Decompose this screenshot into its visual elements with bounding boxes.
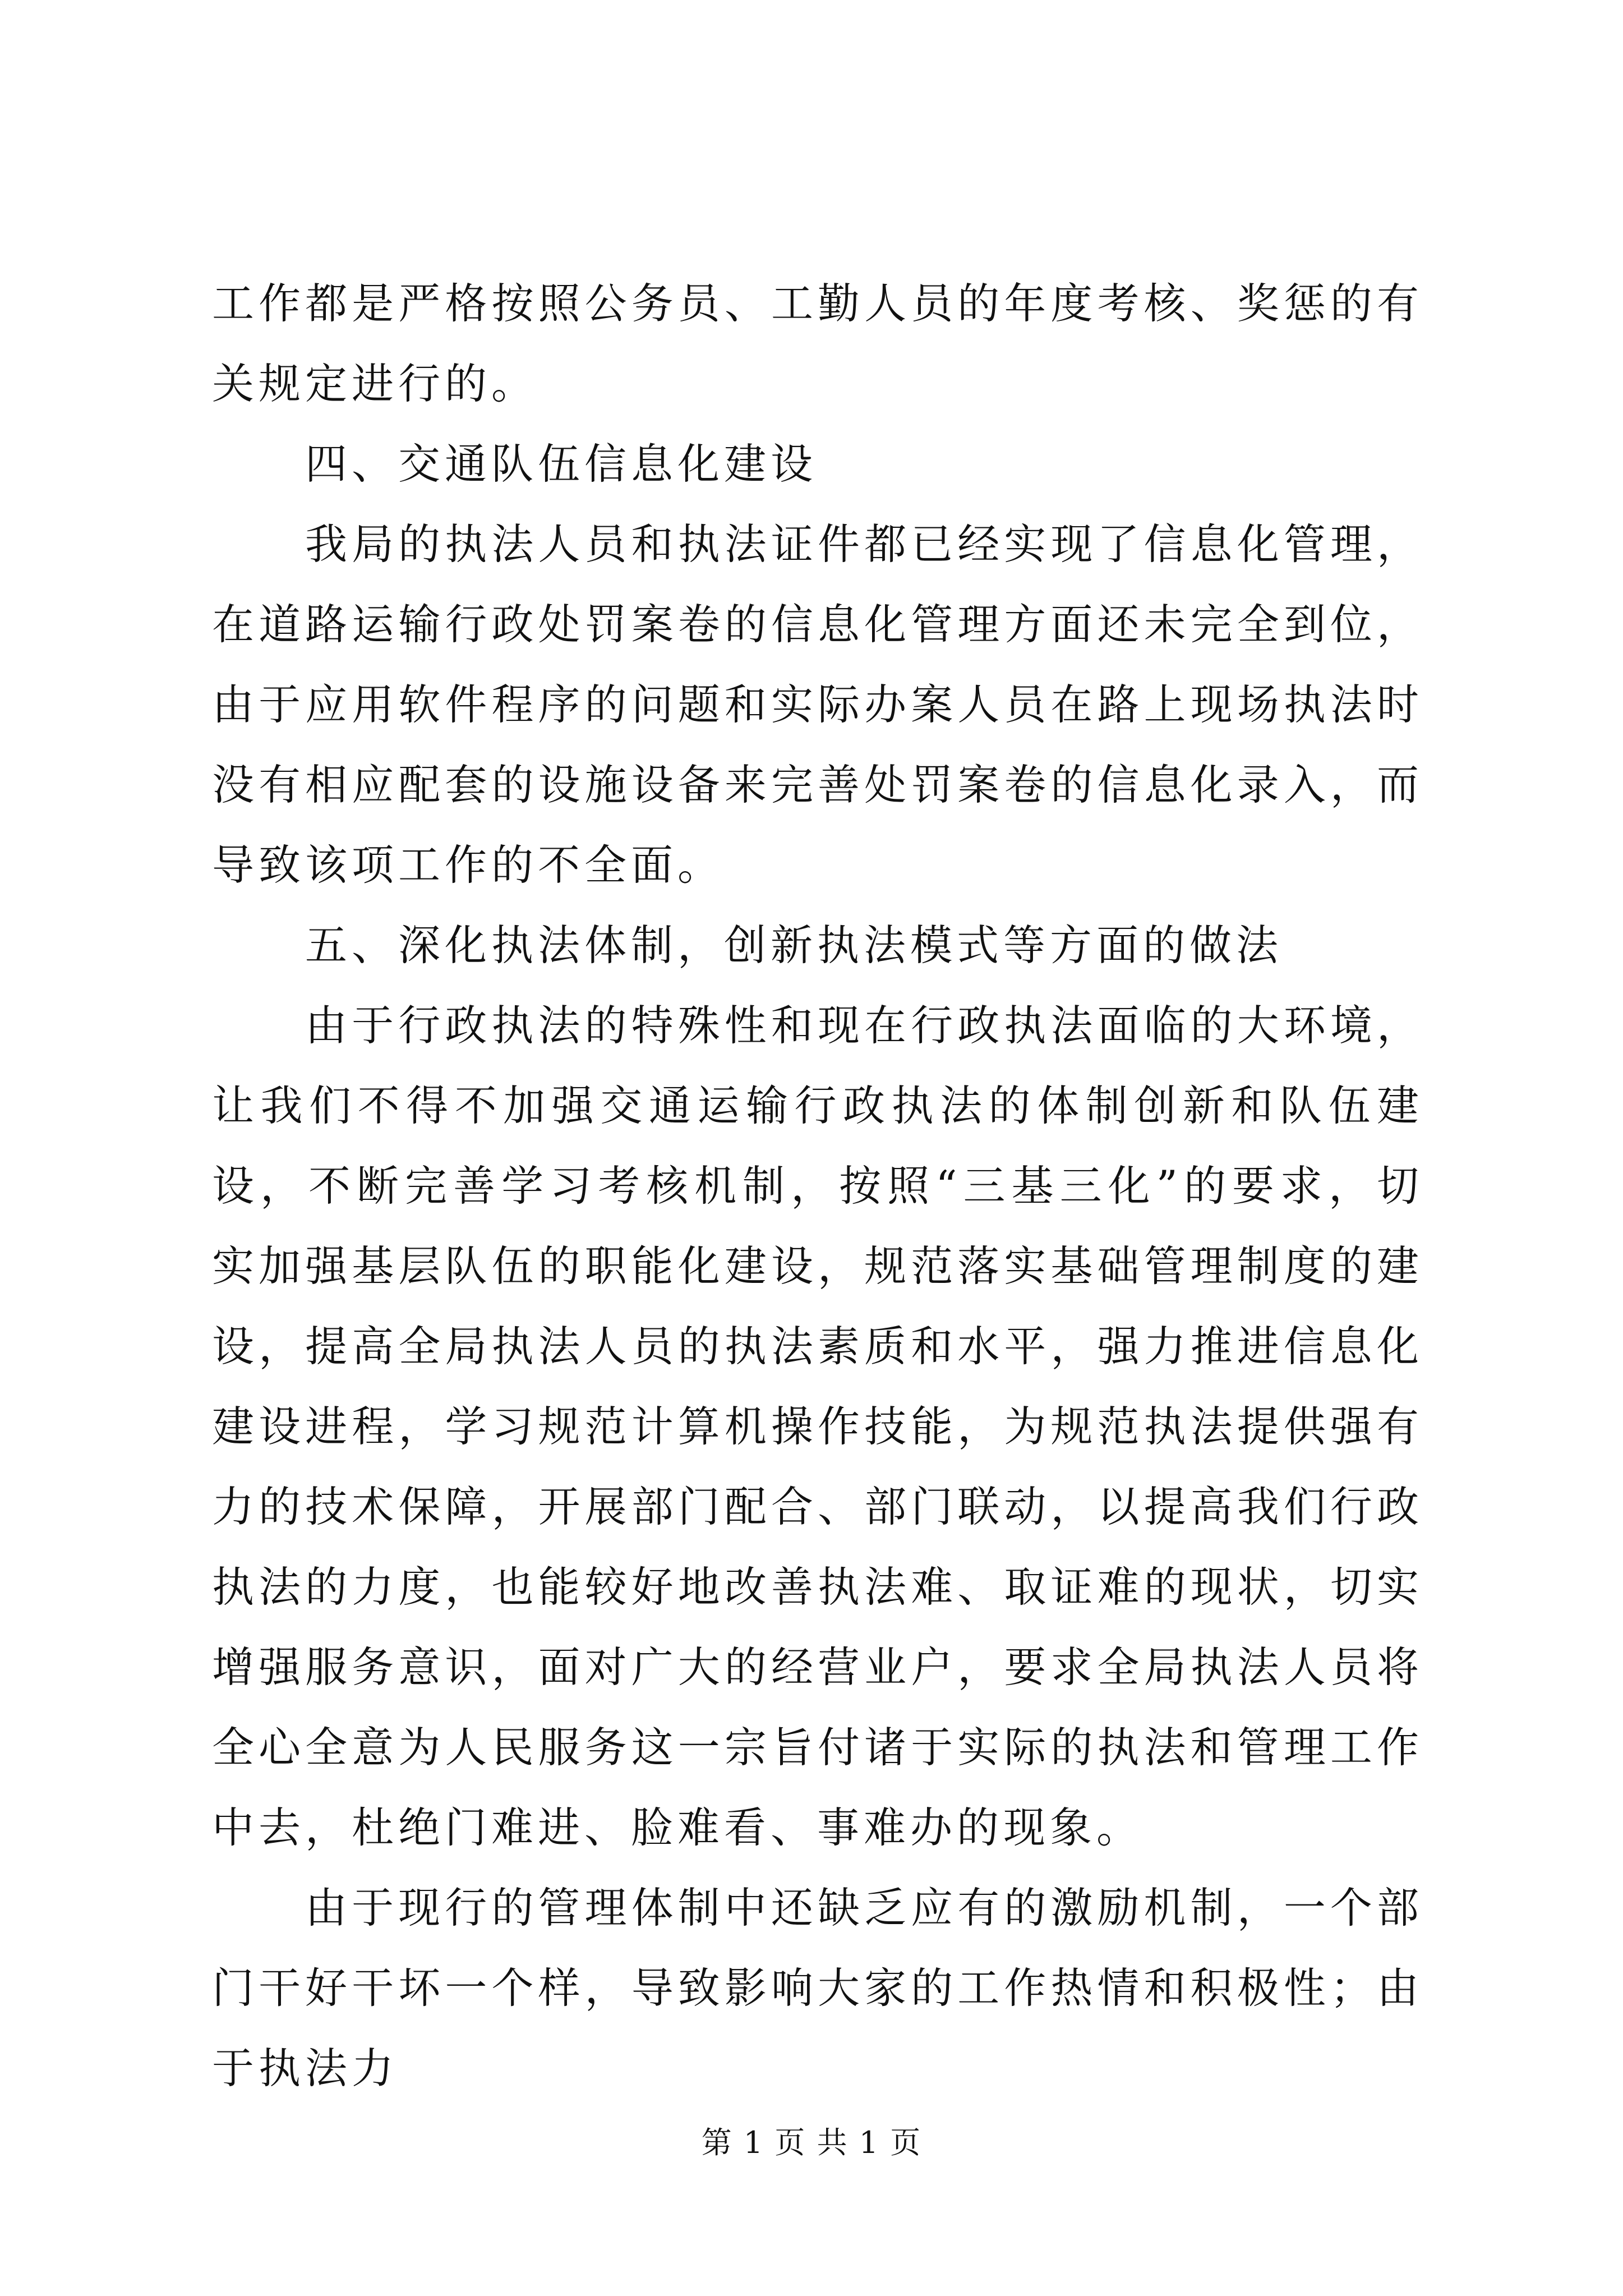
section-heading-4: 四、交通队伍信息化建设 bbox=[305, 439, 818, 489]
paragraph-enforcement-reform: 由于行政执法的特殊性和现在行政执法面临的大环境，让我们不得不加强交通运输行政执法的体制创新和队伍建设，不断完善学习考核机制，按照“三基三化”的要求，切实加强基层队伍的职能化建设，规范落实基础管理制度的建设，提高全局执法人员的执法素质和水平，强力推进信息化建设进程，学习规范计算机操作技能，为规范执法提供强有力的技术保障，开展部门配合、部门联动，以提高我们行政执法的力度，也能较好地改善执法难、取证难的现状，切实增强服务意识，面对广大的经营业户，要求全局执法人员将全心全意为人民服务这一宗旨付诸于实际的执法和管理工作中去，杜绝门难进、脸难看、事难办的现象。 bbox=[212, 1001, 1423, 1852]
paragraph-incentive-mechanism: 由于现行的管理体制中还缺乏应有的激励机制，一个部门干好干坏一个样，导致影响大家的工作热情和积极性；由于执法力 bbox=[212, 1883, 1423, 2093]
document-body bbox=[212, 264, 1423, 2109]
page-number-footer: 第 1 页 共 1 页 bbox=[701, 2125, 922, 2160]
section-heading-5: 五、深化执法体制，创新执法模式等方面的做法 bbox=[305, 921, 1283, 970]
paragraph-continuation: 工作都是严格按照公务员、工勤人员的年度考核、奖惩的有关规定进行的。 bbox=[212, 279, 1423, 408]
paragraph-info-management: 我局的执法人员和执法证件都已经实现了信息化管理，在道路运输行政处罚案卷的信息化管理方面还未完全到位，由于应用软件程序的问题和实际办案人员在路上现场执法时没有相应配套的设施设备来完善处罚案卷的信息化录入，而导致该项工作的不全面。 bbox=[212, 519, 1423, 890]
